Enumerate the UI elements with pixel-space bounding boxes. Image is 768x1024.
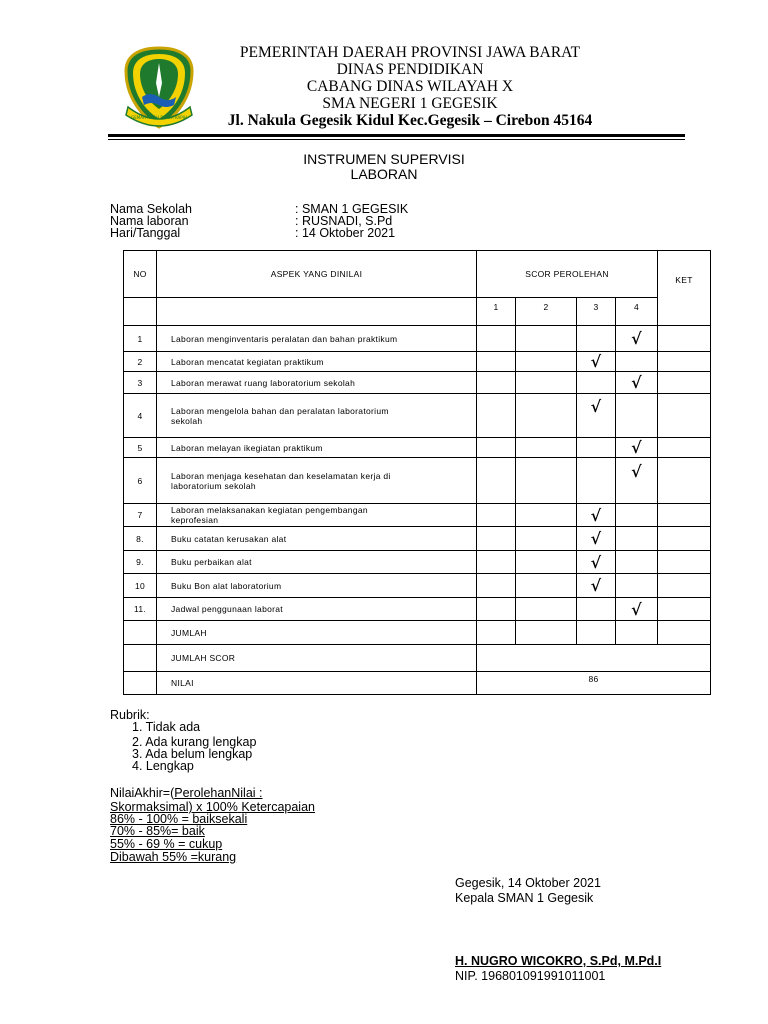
range-cukup: 55% - 69 % = cukup	[110, 837, 223, 851]
score-col-2: 2	[516, 298, 577, 326]
score-cell-4	[616, 527, 658, 551]
summary-cell	[516, 621, 577, 645]
row-ket	[658, 438, 711, 458]
formula-skormaksimal: Skormaksimal) x 100%	[110, 800, 238, 814]
header-address: Jl. Nakula Gegesik Kidul Kec.Gegesik – Cirebon 45164	[227, 112, 593, 129]
row-no: 3	[124, 372, 157, 394]
score-cell-3	[577, 574, 616, 598]
jumlah-skor-value	[477, 645, 711, 672]
score-cell-3	[577, 551, 616, 574]
row-aspek: Buku catatan kerusakan alat	[157, 527, 477, 551]
header-no: NO	[124, 251, 157, 298]
signature-nip: NIP. 196801091991011001	[455, 969, 606, 983]
score-cell-1	[477, 598, 516, 621]
row-aspek: Laboran menginventaris peralatan dan bahan praktikum	[157, 326, 477, 352]
check-mark-icon: √	[590, 352, 602, 371]
score-cell-2	[516, 438, 577, 458]
rubrik-item: 2. Ada kurang lengkap	[132, 735, 257, 749]
score-cell-4	[616, 504, 658, 527]
score-cell-4	[616, 326, 658, 352]
info-label-date: Hari/Tanggal	[110, 226, 181, 240]
score-cell-3	[577, 372, 616, 394]
header-line-2: DINAS PENDIDIKAN	[336, 61, 484, 78]
table-row	[124, 504, 711, 527]
score-cell-2	[516, 372, 577, 394]
row-no: 2	[124, 352, 157, 372]
score-cell-4	[616, 598, 658, 621]
nilai-value: 86	[477, 672, 711, 695]
document-title-line-2: LABORAN	[350, 166, 418, 182]
check-mark-icon: √	[631, 373, 642, 392]
score-cell-3	[577, 504, 616, 527]
score-cell-2	[516, 598, 577, 621]
row-no: 1	[124, 326, 157, 352]
table-row	[124, 352, 711, 372]
range-kurang: Dibawah 55% =kurang	[110, 850, 237, 864]
check-mark-icon: √	[631, 462, 642, 481]
check-mark-icon: √	[590, 529, 602, 548]
header-rule-thick	[108, 134, 685, 137]
row-no: 9.	[124, 551, 157, 574]
table-row	[124, 458, 711, 504]
row-ket	[658, 326, 711, 352]
score-cell-1	[477, 527, 516, 551]
row-ket	[658, 458, 711, 504]
score-cell-2	[516, 527, 577, 551]
check-mark-icon: √	[631, 438, 642, 457]
table-header-row	[124, 251, 711, 298]
header-aspek: ASPEK YANG DINILAI	[157, 251, 477, 298]
table-row	[124, 527, 711, 551]
row-aspek: Laboran menjaga kesehatan dan keselamatan kerja di laboratorium sekolah	[157, 458, 477, 504]
row-no: 7	[124, 504, 157, 527]
info-value-school: : SMAN 1 GEGESIK	[295, 202, 409, 216]
row-aspek: Laboran melayan ikegiatan praktikum	[157, 438, 477, 458]
table-cell	[124, 298, 157, 326]
row-ket	[658, 527, 711, 551]
row-ket	[658, 551, 711, 574]
score-cell-3	[577, 527, 616, 551]
row-no: 6	[124, 458, 157, 504]
summary-cell	[477, 621, 516, 645]
score-cell-1	[477, 551, 516, 574]
table-summary-row	[124, 672, 711, 695]
formula-perolehan: PerolehanNilai :	[174, 786, 263, 800]
west-java-logo-icon	[120, 45, 198, 131]
row-no: 5	[124, 438, 157, 458]
rubrik-item: 3. Ada belum lengkap	[132, 747, 253, 761]
formula-prefix: NilaiAkhir=(	[110, 786, 175, 800]
row-ket	[658, 372, 711, 394]
check-mark-icon: √	[590, 397, 602, 416]
score-cell-2	[516, 458, 577, 504]
score-cell-1	[477, 326, 516, 352]
range-baik: 70% - 85%= baik	[110, 824, 205, 838]
table-row	[124, 372, 711, 394]
header-line-1: PEMERINTAH DAERAH PROVINSI JAWA BARAT	[239, 44, 581, 61]
summary-no	[124, 672, 157, 695]
score-cell-3	[577, 326, 616, 352]
score-cell-2	[516, 394, 577, 438]
table-row	[124, 394, 711, 438]
score-cell-1	[477, 438, 516, 458]
score-cell-4	[616, 394, 658, 438]
summary-no	[124, 621, 157, 645]
formula-ketercapaian: Ketercapaian	[241, 800, 315, 814]
row-ket	[658, 598, 711, 621]
row-aspek: Laboran mencatat kegiatan praktikum	[157, 352, 477, 372]
check-mark-icon: √	[631, 329, 642, 348]
score-cell-3	[577, 598, 616, 621]
score-col-1: 1	[477, 298, 516, 326]
row-ket	[658, 504, 711, 527]
score-cell-4	[616, 438, 658, 458]
document-title-line-1: INSTRUMEN SUPERVISI	[303, 151, 465, 167]
signature-name: H. NUGRO WICOKRO, S.Pd, M.Pd.I	[455, 954, 662, 968]
score-col-3: 3	[577, 298, 616, 326]
score-cell-1	[477, 372, 516, 394]
row-no: 10	[124, 574, 157, 598]
rubrik-item: 1. Tidak ada	[132, 720, 201, 734]
header-skor: SCOR PEROLEHAN	[477, 251, 658, 298]
rubrik-item: 4. Lengkap	[132, 759, 194, 773]
info-value-laboran: : RUSNADI, S.Pd	[295, 214, 393, 228]
score-cell-1	[477, 574, 516, 598]
table-summary-row	[124, 645, 711, 672]
row-ket	[658, 352, 711, 372]
score-cell-4	[616, 458, 658, 504]
score-cell-1	[477, 504, 516, 527]
info-value-date: : 14 Oktober 2021	[295, 226, 396, 240]
formula-line-1	[110, 787, 263, 799]
range-baik-sekali: 86% - 100% = baiksekali	[110, 812, 248, 826]
logo-motto: GEMAH RIPAH REPEH RAPIH	[131, 115, 187, 120]
score-cell-4	[616, 372, 658, 394]
score-cell-1	[477, 458, 516, 504]
score-cell-3	[577, 394, 616, 438]
table-cell	[157, 298, 477, 326]
table-row	[124, 574, 711, 598]
table-score-header-row	[124, 298, 711, 326]
row-aspek: Laboran merawat ruang laboratorium sekolah	[157, 372, 477, 394]
score-cell-4	[616, 352, 658, 372]
table-row	[124, 598, 711, 621]
table-row	[124, 551, 711, 574]
score-cell-4	[616, 551, 658, 574]
summary-cell	[577, 621, 616, 645]
signature-place-date: Gegesik, 14 Oktober 2021	[455, 876, 601, 890]
row-aspek: Buku perbaikan alat	[157, 551, 477, 574]
score-cell-1	[477, 394, 516, 438]
supervision-table	[123, 250, 711, 695]
header-line-4: SMA NEGERI 1 GEGESIK	[322, 95, 498, 112]
check-mark-icon: √	[590, 552, 602, 572]
header-rule-thin	[108, 139, 685, 140]
summary-cell	[616, 621, 658, 645]
row-aspek: Laboran melaksanakan kegiatan pengembangan keprofesian	[157, 504, 477, 527]
check-mark-icon: √	[590, 505, 602, 525]
row-no: 8.	[124, 527, 157, 551]
row-no: 4	[124, 394, 157, 438]
score-cell-1	[477, 352, 516, 372]
signature-position: Kepala SMAN 1 Gegesik	[455, 891, 594, 905]
info-label-school: Nama Sekolah	[110, 202, 192, 216]
row-no: 11.	[124, 598, 157, 621]
nilai-label: NILAI	[157, 672, 477, 695]
score-cell-2	[516, 551, 577, 574]
score-cell-4	[616, 574, 658, 598]
row-aspek: Jadwal penggunaan laborat	[157, 598, 477, 621]
rubrik-title: Rubrik:	[110, 708, 150, 722]
table-row	[124, 326, 711, 352]
score-cell-3	[577, 352, 616, 372]
header-ket: KET	[658, 251, 711, 326]
info-label-laboran: Nama laboran	[110, 214, 189, 228]
summary-cell	[658, 621, 711, 645]
row-ket	[658, 394, 711, 438]
row-aspek: Buku Bon alat laboratorium	[157, 574, 477, 598]
check-mark-icon: √	[631, 599, 642, 619]
row-aspek: Laboran mengelola bahan dan peralatan laboratorium sekolah	[157, 394, 477, 438]
score-cell-2	[516, 326, 577, 352]
score-cell-2	[516, 352, 577, 372]
score-col-4: 4	[616, 298, 658, 326]
row-ket	[658, 574, 711, 598]
score-cell-3	[577, 438, 616, 458]
score-cell-2	[516, 574, 577, 598]
table-row	[124, 438, 711, 458]
score-cell-3	[577, 458, 616, 504]
check-mark-icon: √	[590, 576, 602, 595]
jumlah-skor-label: JUMLAH SCOR	[157, 645, 477, 672]
summary-no	[124, 645, 157, 672]
score-cell-2	[516, 504, 577, 527]
table-summary-row	[124, 621, 711, 645]
header-line-3: CABANG DINAS WILAYAH X	[306, 78, 514, 95]
jumlah-label: JUMLAH	[157, 621, 477, 645]
